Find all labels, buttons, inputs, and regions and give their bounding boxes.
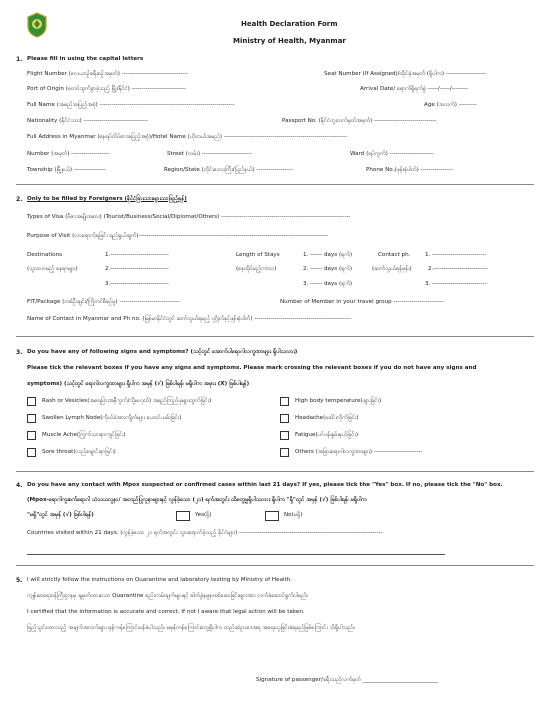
headache-label: Headache(ခေါင်းကိုက်ခြင်း) — [295, 415, 359, 421]
section2-heading: Only to be filled by Foreigners (နိုင်ငံခြားသားများသာဖြည့်ရန်) — [27, 196, 187, 202]
purpose-of-visit-field[interactable]: Purpose of Visit (လာရောက်ရခြင်း ရည်ရွယ်ချက်)---------------------------------------------------------------------------------------------- — [27, 233, 329, 239]
others-checkbox[interactable] — [280, 448, 289, 457]
arrival-date-field[interactable]: Arrival Date/ ရောက်ရှိရက်စွဲ -----/-----/-------- — [360, 86, 468, 92]
section3-number: 3. — [16, 349, 23, 356]
section4-question: Do you have any contact with Mpox suspected or confirmed cases within last 21 days? If yes, please tick the "Yes" box. If no, please tick the "No" box. — [27, 482, 503, 488]
ministry-logo-icon — [26, 12, 48, 38]
rash-checkbox[interactable] — [27, 397, 36, 406]
quarantine-statement: I will strictly follow the instructions on Quarantine and laboratory testing by Ministry of Health. — [27, 577, 293, 583]
section-divider — [16, 184, 534, 185]
yes-label: Yes(ရှိ) — [195, 512, 212, 518]
section-divider — [16, 471, 534, 472]
section3-heading: Do you have any of following signs and symptoms? (သင့်တွင် အောက်ပါရောဂါလက္ခဏာများ ရှိပါသလား) — [27, 349, 298, 355]
visa-type-field[interactable]: Types of Visa (ဗီဇာအမျိုးအစား) (Tourist/Business/Social/Diplomat/Others) ---------------------------------------------------------------- — [27, 214, 351, 220]
length-of-stays-label-myanmar: (နေထိုင်မည့်ကာလ) — [236, 266, 277, 272]
contact-phone-1-field[interactable]: 1. --------------------------- — [425, 252, 487, 258]
contact-phone-2-field[interactable]: 2.--------------------------- — [428, 266, 488, 272]
no-checkbox[interactable] — [265, 511, 279, 521]
destination-2-field[interactable]: 2.----------------------------- — [105, 266, 169, 272]
countries-visited-field[interactable]: Countries visited within 21 days. (လွန်ခဲ့သော ၂၁ ရက်အတွင်း သွားရောက်ခဲ့သည့် နိုင်ငံများ) ----------------------------------------------------------------------- — [27, 530, 383, 536]
street-field[interactable]: Street (လမ်း) ------------------------- — [167, 151, 253, 157]
age-field[interactable]: Age (အသက်) --------- — [424, 102, 477, 108]
certification-statement-myanmar: ဖြည့်သွင်းထားသည့် အချက်အလက်များ မှန်ကန်ကြောင်းဝန်ခံပါသည်။ မမှန်ကန်ကြောင်းတွေ့ရှိပါက တည်ဆဲဥပဒေအရ အရေးယူခြင်းခံရမည်ဖြစ်ကြောင်း သိရှိပါသည်။ — [27, 625, 355, 631]
quarantine-statement-myanmar: ကျန်းမာရေးဝန်ကြီးဌာနမှ ချမှတ်ထားသော Quarantine စည်းကမ်းချက်များနှင့် ဓါတ်ခွဲနမူနာစစ်ဆေးခြင်းများအား လက်ခံဆောင်ရွက်ပါမည်။ — [27, 593, 308, 599]
section1-heading: Please fill in using the capital letters — [27, 56, 144, 62]
no-label: No(မရှိ) — [284, 512, 303, 518]
fit-package-field[interactable]: FIT/Package (တစ်ဦးချင်း/ကြိုတင်စီစဉ်မှု) ------------------------------ — [27, 299, 180, 305]
address-field[interactable]: Full Address in Myanmar (နေရပ်လိပ်စာအပြည့်အစုံ)/Hotel Name (ဟိုတယ်အမည်) ------------------------------------------------------------- — [27, 134, 347, 140]
rash-label: Rash or Vesicles(အရေပြားအနီကွက်/သို့မဟုတ်) အရည်ကြည်ဖုများထွက်ခြင်း) — [42, 398, 212, 404]
section4-question-myanmar-cont: "မရှိ"တွင် အမှန် (√) ခြစ်ပါရန်) — [27, 512, 94, 518]
yes-checkbox[interactable] — [176, 511, 190, 521]
destinations-label: Destinations — [27, 252, 63, 258]
section2-number: 2. — [16, 196, 23, 203]
length-of-stays-label: Length of Stays — [236, 252, 280, 258]
region-state-field[interactable]: Region/State (တိုင်းဒေသကြီး/ပြည်နယ်) ------------------ — [164, 167, 293, 173]
high-temperature-label: High body temperature(ဖျားခြင်း) — [295, 398, 382, 404]
contact-phone-label-myanmar: (ဆက်သွယ်ရန်ဖုန်း) — [372, 266, 412, 272]
section3-instruction-2: symptoms) (သင့်တွင် ရောဂါလက္ခဏာများ ရှိပါက အမှန် (√) ခြစ်ပါရန်၊ မရှိပါက အမှား (X) ခြစ်ပါရန်) — [27, 381, 250, 387]
swollen-lymph-node-label: Swollen Lymph Node(ကိုယ်ခံအားကျိတ်များ ယောင်ယမ်းခြင်း) — [42, 415, 182, 421]
port-of-origin-field[interactable]: Port of Origin (စတင်ထွက်ခွာခဲ့သည့် မြို့/နိုင်ငံ) --------------------------- — [27, 86, 187, 92]
form-title: Health Declaration Form — [241, 20, 338, 28]
sore-throat-checkbox[interactable] — [27, 448, 36, 457]
stay-1-field[interactable]: 1. ------ days (ရက်) — [303, 252, 353, 258]
swollen-lymph-node-checkbox[interactable] — [27, 414, 36, 423]
section1-number: 1. — [16, 56, 23, 63]
full-name-field[interactable]: Full Name (အမည်အပြည့်အစုံ) ------------------------------------------------------------------- — [27, 102, 235, 108]
answer-line — [27, 554, 445, 555]
number-field[interactable]: Number (အမှတ်) ------------------- — [27, 151, 110, 157]
contact-phone-3-field[interactable]: 3. --------------------------- — [425, 281, 487, 287]
destination-1-field[interactable]: 1.----------------------------- — [105, 252, 169, 258]
fatigue-checkbox[interactable] — [280, 431, 289, 440]
sore-throat-label: Sore throat(လည်ချောင်းနာခြင်း) — [42, 449, 116, 455]
flight-number-field[interactable]: Flight Number (လေယာဉ်စရီးစဉ်အမှတ်) --------------------------------- — [27, 71, 189, 77]
nationality-field[interactable]: Nationality (နိုင်ငံသား) -------------------------------- — [27, 118, 149, 124]
section-divider — [16, 565, 534, 566]
destination-3-field[interactable]: 3.----------------------------- — [105, 281, 169, 287]
signature-field[interactable]: Signature of passenger/ခရီးသည်လက်မှတ် ___________________________ — [256, 677, 439, 683]
contact-phone-label: Contact ph. — [378, 252, 411, 258]
section3-instruction-1: Please tick the relevant boxes if you have any signs and symptoms. Please mark crossing the relevant boxes if you do not have any signs and — [27, 365, 477, 371]
passport-number-field[interactable]: Passport No. (နိုင်ငံကူးလက်မှတ်အမှတ်) ------------------------------- — [282, 118, 437, 124]
section4-number: 4. — [16, 482, 23, 489]
destinations-label-myanmar: (သွားလာမည့် နေရာများ) — [27, 266, 78, 272]
phone-number-field[interactable]: Phone No.(ဖုန်းနံပါတ်) ---------------- — [366, 167, 453, 173]
seat-number-field[interactable]: Seat Number (If Assigned)/ထိုင်ခုံအမှတ် (ရှိပါက) -------------------- — [324, 71, 487, 77]
ward-field[interactable]: Ward (ရပ်ကွက်) ---------------------- — [350, 151, 435, 157]
stay-2-field[interactable]: 2. ------ days (ရက်) — [303, 266, 353, 272]
myanmar-contact-field[interactable]: Name of Contact in Myanmar and Ph no. (မြန်မာနိုင်ငံတွင် ဆက်သွယ်ရမည့် ပုဂ္ဂိုလ်နှင့်ဖုန်းနံပါတ်) ------------------------------------------------ — [27, 316, 352, 322]
section4-question-myanmar: (Mpox-ရောဂါကူးစက်ရောဂါ သံသယလူနာ/ အတည်ပြုလူနာများနှင့် လွန်ခဲ့သော (၂၁) ရက်အတွင်း ထိတွေ့မှုရှိပါသလား ရှိပါက "ရှိ"တွင် အမှန် (√) ခြစ်ပါရန်၊ မရှိပါက — [27, 497, 367, 503]
muscle-ache-checkbox[interactable] — [27, 431, 36, 440]
township-field[interactable]: Township (မြို့နယ်) ---------------- — [27, 167, 107, 173]
stay-3-field[interactable]: 3. ------ days (ရက်) — [303, 281, 353, 287]
high-temperature-checkbox[interactable] — [280, 397, 289, 406]
section-divider — [16, 336, 534, 337]
others-label: Others (အခြားရောဂါလက္ခဏာများ) ------------------------ — [295, 449, 423, 455]
section5-number: 5. — [16, 577, 23, 584]
certification-statement: I certified that the information is accurate and correct. If not I aware that legal action will be taken. — [27, 609, 305, 615]
ministry-name: Ministry of Health, Myanmar — [233, 37, 346, 45]
headache-checkbox[interactable] — [280, 414, 289, 423]
muscle-ache-label: Muscle Ache(ကြွက်သားနာကျင်ခြင်း) — [42, 432, 126, 438]
fatigue-label: Fatigue(ပင်ပန်းနွမ်းနယ်ခြင်း) — [295, 432, 359, 438]
group-members-field[interactable]: Number of Member in your travel group ------------------------- — [280, 299, 444, 305]
